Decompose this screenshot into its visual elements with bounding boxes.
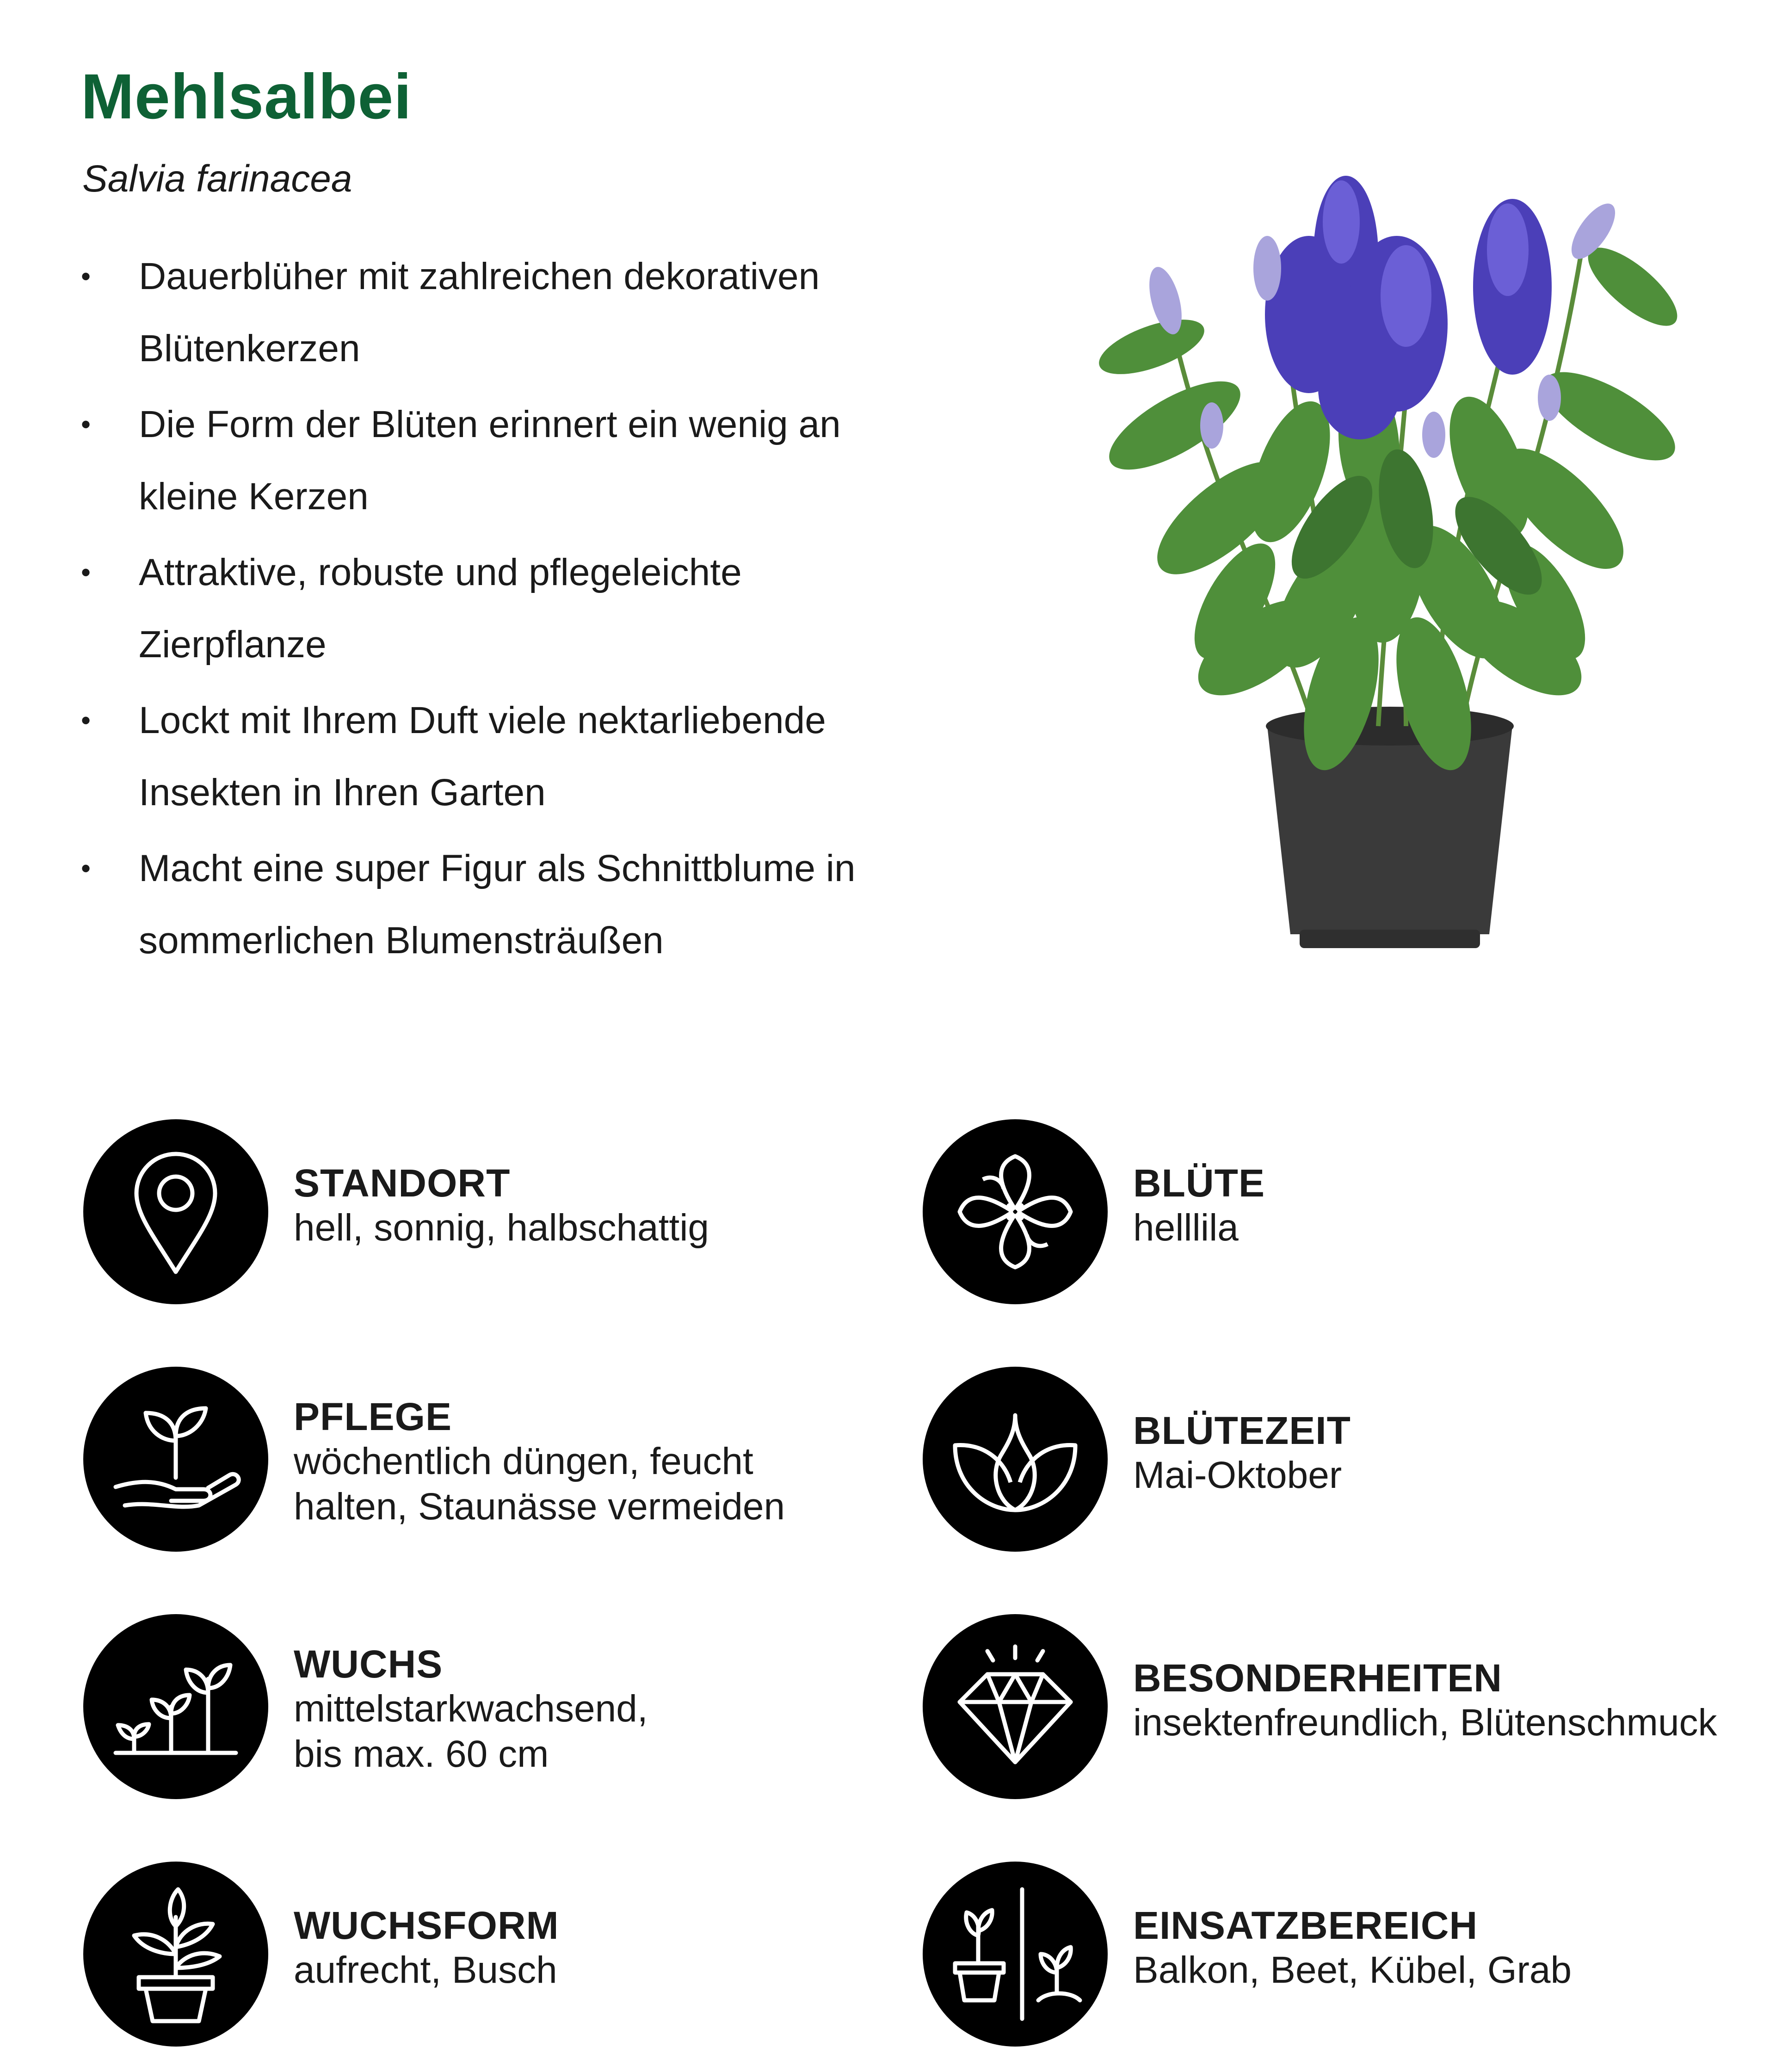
latin-name: Salvia farinacea xyxy=(82,158,352,200)
feature-value: mittelstarkwachsend, bis max. 60 cm xyxy=(294,1688,648,1775)
feature-label: STANDORT xyxy=(294,1161,511,1205)
diamond-icon xyxy=(923,1614,1108,1799)
feature-value: aufrecht, Busch xyxy=(294,1949,557,1991)
feature-label: PFLEGE xyxy=(294,1395,452,1438)
feature-einsatzbereich xyxy=(923,1862,1755,2047)
feature-bluete xyxy=(923,1119,1755,1304)
feature-value: wöchentlich düngen, feucht halten, Staunässe vermeiden xyxy=(294,1440,785,1528)
bullet-item xyxy=(81,684,913,829)
feature-bullet-list xyxy=(81,240,913,980)
feature-wuchs xyxy=(83,1614,916,1799)
feature-value: Mai-Oktober xyxy=(1133,1454,1342,1496)
bullet-text: Die Form der Blüten erinnert ein wenig an kleine Kerzen xyxy=(139,403,841,518)
bullet-dot: • xyxy=(81,261,91,292)
bullet-dot: • xyxy=(81,705,91,736)
feature-value: Balkon, Beet, Kübel, Grab xyxy=(1133,1949,1572,1991)
feature-bluetezeit xyxy=(923,1367,1755,1552)
feature-besonderheiten xyxy=(923,1614,1755,1799)
hand-sprout-icon xyxy=(83,1367,268,1552)
bullet-dot: • xyxy=(81,557,91,588)
feature-standort xyxy=(83,1119,916,1304)
bullet-text: Lockt mit Ihrem Duft viele nektarliebende Insekten in Ihren Garten xyxy=(139,699,826,814)
feature-pflege xyxy=(83,1367,916,1552)
bullet-dot: • xyxy=(81,409,91,440)
bullet-text: Macht eine super Figur als Schnittblume in sommerlichen Blumensträußen xyxy=(139,847,856,962)
bullet-item xyxy=(81,240,913,385)
feature-label: BESONDERHEITEN xyxy=(1133,1656,1503,1700)
bullet-text: Attraktive, robuste und pflegeleichte Zierpflanze xyxy=(139,551,742,666)
feature-label: WUCHS xyxy=(294,1642,443,1686)
pot-and-ground-icon xyxy=(923,1862,1108,2047)
product-title: Mehlsalbei xyxy=(81,61,412,132)
feature-wuchsform xyxy=(83,1862,916,2047)
bullet-dot: • xyxy=(81,853,91,884)
bullet-item xyxy=(81,832,913,977)
plant-photo xyxy=(1082,148,1684,962)
lotus-icon xyxy=(923,1367,1108,1552)
feature-value: insektenfreundlich, Blütenschmuck xyxy=(1133,1702,1717,1744)
bullet-item xyxy=(81,388,913,533)
feature-label: WUCHSFORM xyxy=(294,1904,559,1947)
flower-icon xyxy=(923,1119,1108,1304)
potted-plant-icon xyxy=(83,1862,268,2047)
feature-label: BLÜTE xyxy=(1133,1161,1265,1205)
feature-value: helllila xyxy=(1133,1207,1239,1249)
bullet-item xyxy=(81,536,913,681)
feature-value: hell, sonnig, halbschattig xyxy=(294,1207,709,1249)
feature-label: EINSATZBEREICH xyxy=(1133,1904,1478,1947)
bullet-text: Dauerblüher mit zahlreichen dekorativen Blütenkerzen xyxy=(139,255,820,370)
feature-label: BLÜTEZEIT xyxy=(1133,1409,1351,1452)
location-pin-icon xyxy=(83,1119,268,1304)
growth-sprouts-icon xyxy=(83,1614,268,1799)
